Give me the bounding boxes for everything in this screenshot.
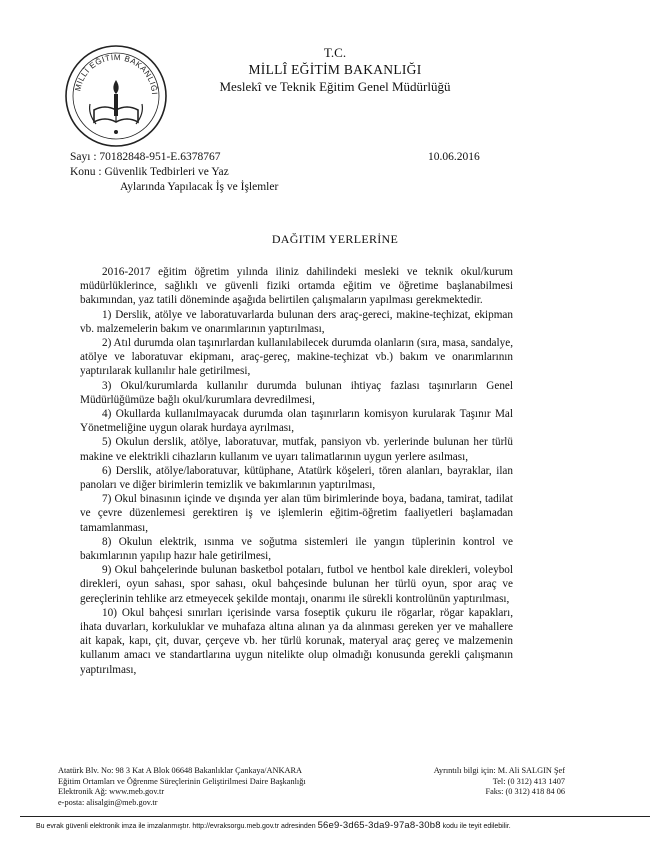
footer-contact-block xyxy=(370,766,565,798)
paragraph-item: 8) Okulun elektrik, ısınma ve soğutma sistemleri ile yangın tüplerinin kontrol ve bakımlarının yapılıp hazır hale getirilmesi, xyxy=(80,535,513,563)
header-tc: T.C. xyxy=(323,45,347,60)
footer-fax: Faks: (0 312) 418 84 06 xyxy=(485,787,565,797)
footer-email: e-posta: alisalgin@meb.gov.tr xyxy=(58,797,158,807)
footer-address: Atatürk Blv. No: 98 3 Kat A Blok 06648 Bakanlıklar Çankaya/ANKARA xyxy=(58,766,302,775)
subject-line-2: Aylarında Yapılacak İş ve İşlemler xyxy=(120,181,279,193)
footer-phone: Tel: (0 312) 413 1407 xyxy=(492,776,565,786)
footer-department: Eğitim Ortamları ve Öğrenme Süreçlerinin Geliştirilmesi Daire Başkanlığı xyxy=(58,776,306,786)
verification-suffix: kodu ile teyit edilebilir. xyxy=(442,823,511,830)
paragraph-intro: 2016-2017 eğitim öğretim yılında iliniz dahilindeki mesleki ve teknik okul/kurum müdürlüklerince, sağlıklı ve güvenli fiziki ortamda eğitim ve öğretime başlanabilmesi bakımından, yaz tatili döneminde aşağıda belirtilen çalışmaların yapılması gerekmektedir. xyxy=(80,266,513,307)
document-body xyxy=(80,265,513,677)
verification-code: 56e9-3d65-3da9-97a8-30b8 xyxy=(317,820,441,831)
footer-website: Elektronik Ağ: www.meb.gov.tr xyxy=(58,787,165,797)
footer-divider xyxy=(20,816,650,817)
paragraph-item: 6) Derslik, atölye/laboratuvar, kütüphane, Atatürk köşeleri, tören alanları, bayraklar, ilan panoları ve diğer birimlerin temizlik ve bakımlarının yaptırılması, xyxy=(80,464,513,492)
paragraph-item: 7) Okul binasının içinde ve dışında yer alan tüm birimlerinde boya, badana, tamirat, tadilat ve çevre düzenlemesi gerektiren iş ve işlemlerin eğitim-öğretim faaliyetleri başlamadan tamamlanması, xyxy=(80,493,513,534)
footer-contact-person: Ayrıntılı bilgi için: M. Ali SALGIN Şef xyxy=(433,766,565,775)
paragraph-item: 9) Okul bahçelerinde bulunan basketbol potaları, futbol ve hentbol kale direkleri, voleybol direkleri, oyun sahası, spor sahası, okul bahçesinde bulunan her türlü oyun, spor araç ve gereçlerinin tehlike arz etmeyecek şekilde montajı, onarımı ile sürekli kontrolünün yaptırılması, xyxy=(80,564,513,605)
svg-text:MİLLÎ EĞİTİM BAKANLIĞI: MİLLÎ EĞİTİM BAKANLIĞI xyxy=(73,52,160,96)
paragraph-item: 5) Okulun derslik, atölye, laboratuvar, mutfak, pansiyon vb. yerlerinde bulunan her türlü makine ve elektrikli cihazların kullanım ve uyarı talimatlarının uygun yerlere asılması, xyxy=(80,436,513,463)
document-number: Sayı : 70182848-951-E.6378767 xyxy=(70,151,221,163)
ministry-name: MİLLÎ EĞİTİM BAKANLIĞI xyxy=(248,62,422,77)
document-date: 10.06.2016 xyxy=(428,151,480,163)
directorate-name: Meslekî ve Teknik Eğitim Genel Müdürlüğü xyxy=(219,79,451,94)
footer-address-block xyxy=(58,766,358,808)
paragraph-item: 3) Okul/kurumlarda kullanılır durumda bulunan ihtiyaç fazlası taşınırların Genel Müdürlüğümüze bağlı okul/kurumlara devredilmesi, xyxy=(80,379,513,406)
subject-line-1: Konu : Güvenlik Tedbirleri ve Yaz xyxy=(70,166,229,178)
paragraph-item: 2) Atıl durumda olan taşınırlardan kullanılabilecek durumda olanların (sıra, masa, sandalye, atölye ve laboratuvar ekipmanı, araç-gereç, makine-teçhizat vb.) bakım ve onarımlarının yaptırılarak kullanılır hale getirilmesi, xyxy=(80,337,513,378)
verification-line xyxy=(36,820,636,831)
paragraph-item: 10) Okul bahçesi sınırları içerisinde varsa foseptik çukuru ile rögarlar, rögar kapakları, ihata duvarları, korkuluklar ve muhafaza altına alınan ya da alınması gereken yer ve mahallere ait kapak, kapı, çit, duvar, çerçeve vb. her türlü korunak, materyal araç gereç ve malzemenin kullanım amacı ve standartlarına uygun nitelikte olup olmadığı konusunda gerekli çalışmanın yaptırılması, xyxy=(80,606,513,676)
verification-prefix: Bu evrak güvenli elektronik imza ile imzalanmıştır. http://evraksorgu.meb.gov.tr adresinden xyxy=(36,823,316,830)
paragraph-item: 4) Okullarda kullanılmayacak durumda olan taşınırların komisyon kurularak Taşınır Mal Yönetmeliğine uygun olarak hurdaya ayrılması, xyxy=(80,408,513,435)
distribution-title: DAĞITIM YERLERİNE xyxy=(271,232,399,246)
paragraph-item: 1) Derslik, atölye ve laboratuvarlarda bulunan ders araç-gereci, makine-teçhizat, ekipman vb. malzemelerin bakım ve onarımlarının yaptırılması, xyxy=(80,308,513,335)
